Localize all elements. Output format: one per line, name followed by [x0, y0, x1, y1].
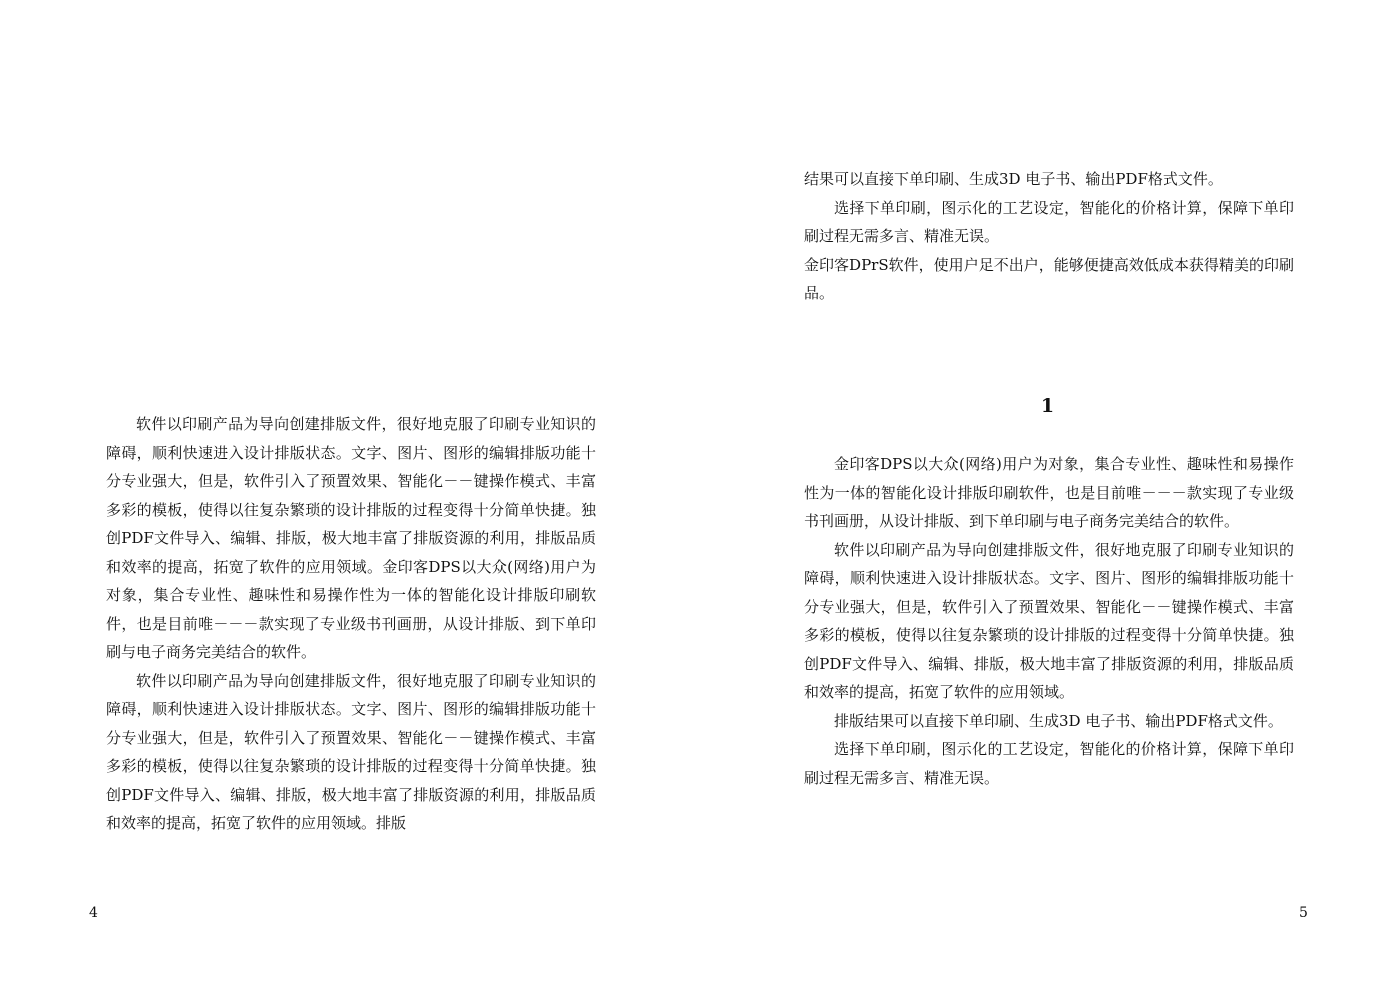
right-page-body	[804, 450, 1294, 792]
right-paragraph-4: 选择下单印刷，图示化的工艺设定，智能化的价格计算，保障下单印刷过程无需多言、精准无误。	[804, 740, 1294, 787]
right-top-paragraph-2: 选择下单印刷，图示化的工艺设定，智能化的价格计算，保障下单印刷过程无需多言、精准无误。	[804, 198, 1294, 245]
chapter-number	[699, 392, 1398, 420]
right-paragraph-1: 金印客DPS以大众(网络)用户为对象，集合专业性、趣味性和易操作性为一体的智能化设计排版印刷软件，也是目前唯－－－款实现了专业级书刊画册，从设计排版、到下单印刷与电子商务完美结合的软件。	[804, 455, 1294, 530]
left-paragraph-2: 软件以印刷产品为导向创建排版文件，很好地克服了印刷专业知识的障碍，顺利快速进入设计排版状态。文字、图片、图形的编辑排版功能十分专业强大，但是，软件引入了预置效果、智能化－－键操作模式、丰富多彩的模板，使得以往复杂繁琐的设计排版的过程变得十分简单快捷。独创PDF文件导入、编辑、排版，极大地丰富了排版资源的利用，排版品质和效率的提高，拓宽了软件的应用领域。排版	[106, 671, 596, 832]
page-number-left: 4	[89, 905, 98, 921]
page-number-right: 5	[1299, 905, 1308, 921]
right-top-paragraph-1: 结果可以直接下单印刷、生成3D 电子书、输出PDF格式文件。	[804, 170, 1223, 188]
right-paragraph-2: 软件以印刷产品为导向创建排版文件，很好地克服了印刷专业知识的障碍，顺利快速进入设计排版状态。文字、图片、图形的编辑排版功能十分专业强大，但是，软件引入了预置效果、智能化－－键操作模式、丰富多彩的模板，使得以往复杂繁琐的设计排版的过程变得十分简单快捷。独创PDF文件导入、编辑、排版，极大地丰富了排版资源的利用，排版品质和效率的提高，拓宽了软件的应用领域。	[804, 540, 1294, 701]
right-paragraph-3: 排版结果可以直接下单印刷、生成3D 电子书、输出PDF格式文件。	[834, 711, 1283, 730]
left-page-body	[106, 410, 596, 838]
right-page	[699, 0, 1398, 982]
left-paragraph-1: 软件以印刷产品为导向创建排版文件，很好地克服了印刷专业知识的障碍，顺利快速进入设计排版状态。文字、图片、图形的编辑排版功能十分专业强大，但是，软件引入了预置效果、智能化－－键操作模式、丰富多彩的模板，使得以往复杂繁琐的设计排版的过程变得十分简单快捷。独创PDF文件导入、编辑、排版，极大地丰富了排版资源的利用，排版品质和效率的提高，拓宽了软件的应用领域。金印客DPS以大众(网络)用户为对象，集合专业性、趣味性和易操作性为一体的智能化设计排版印刷软件，也是目前唯－－－款实现了专业级书刊画册，从设计排版、到下单印刷与电子商务完美结合的软件。	[106, 415, 596, 661]
chapter-number-text: 1	[1040, 395, 1055, 417]
right-top-paragraph-3: 金印客DPrS软件，使用户足不出户，能够便捷高效低成本获得精美的印刷品。	[804, 255, 1294, 302]
right-page-continued-text	[804, 165, 1294, 308]
